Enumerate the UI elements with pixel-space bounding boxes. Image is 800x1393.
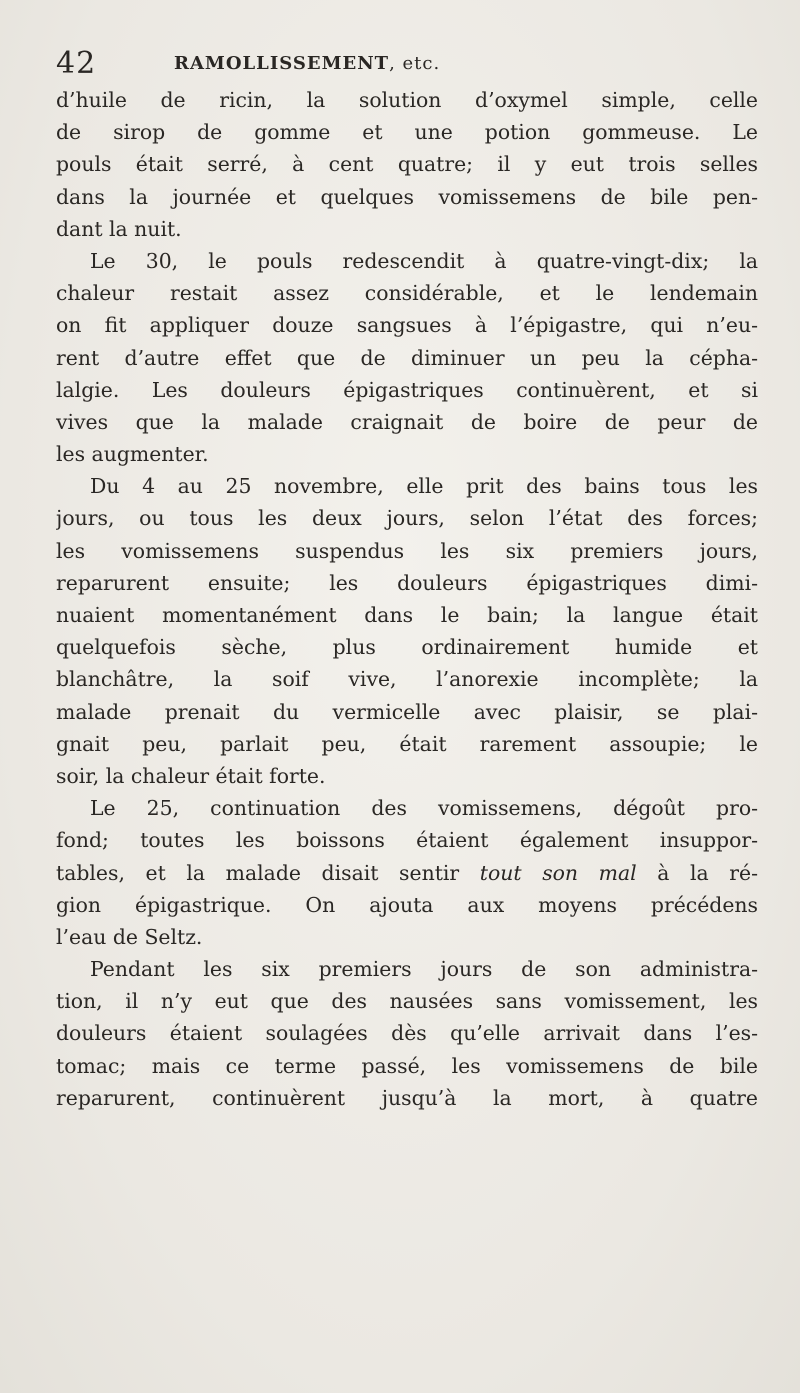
text-line: vives que la malade craignait de boire de peur de	[56, 409, 758, 434]
text-line: nuaient momentanément dans le bain; la langue était	[56, 603, 758, 627]
text-line: gion épigastrique. On ajouta aux moyens précédens	[56, 892, 758, 917]
running-head-suffix: , etc.	[389, 53, 441, 74]
running-head-title: RAMOLLISSEMENT	[174, 53, 390, 74]
text-line: gnait peu, parlait peu, était rarement assoupie; le	[56, 731, 758, 756]
text-line: reparurent, continuèrent jusqu’à la mort, à quatre	[56, 1085, 758, 1110]
text-line: les augmenter.	[56, 442, 209, 467]
text-line: soir, la chaleur était forte.	[56, 763, 326, 788]
text-line: quelquefois sèche, plus ordinairement humide et	[56, 635, 758, 660]
text-line: l’eau de Seltz.	[56, 924, 203, 949]
text-line: pouls était serré, à cent quatre; il y eut trois selles	[56, 152, 758, 177]
text-line: lalgie. Les douleurs épigastriques continuèrent, et si	[56, 377, 758, 402]
text-line: Le 25, continuation des vomissemens, dégoût pro-	[90, 796, 758, 821]
page-number: 42	[56, 46, 97, 81]
text-line: Le 30, le pouls redescendit à quatre-vingt-dix; la	[90, 248, 758, 273]
text-line: dant la nuit.	[56, 216, 182, 241]
text-line: malade prenait du vermicelle avec plaisir, se plai-	[56, 699, 758, 724]
text-line: jours, ou tous les deux jours, selon l’état des forces;	[56, 506, 758, 531]
text-line: blanchâtre, la soif vive, l’anorexie incomplète; la	[56, 667, 758, 692]
text-line: dans la journée et quelques vomissemens de bile pen-	[56, 184, 758, 209]
text-line: fond; toutes les boissons étaient également insuppor-	[56, 828, 758, 853]
text-line: Pendant les six premiers jours de son administra-	[90, 957, 758, 982]
text-line-segment: à la ré-	[636, 860, 758, 885]
page-header	[56, 44, 758, 84]
text-line: d’huile de ricin, la solution d’oxymel simple, celle	[56, 88, 758, 112]
running-head	[174, 48, 440, 80]
text-line: reparurent ensuite; les douleurs épigastriques dimi-	[56, 570, 758, 595]
text-line: tion, il n’y eut que des nausées sans vomissement, les	[56, 989, 758, 1014]
text-line: chaleur restait assez considérable, et le lendemain	[56, 281, 758, 306]
text-line: rent d’autre effet que de diminuer un peu la cépha-	[56, 345, 758, 370]
text-line: les vomissemens suspendus les six premiers jours,	[56, 538, 758, 563]
body-text	[56, 84, 758, 1114]
text-line: de sirop de gomme et une potion gommeuse. Le	[56, 120, 758, 145]
text-line-segment: tables, et la malade disait sentir	[56, 860, 460, 885]
text-line: douleurs étaient soulagées dès qu’elle arrivait dans l’es-	[56, 1021, 758, 1046]
text-line: Du 4 au 25 novembre, elle prit des bains tous les	[90, 474, 758, 499]
text-line: on fit appliquer douze sangsues à l’épigastre, qui n’eu-	[56, 313, 758, 338]
emphasis-text: tout son mal	[479, 860, 637, 885]
text-line: tomac; mais ce terme passé, les vomissemens de bile	[56, 1053, 758, 1078]
text-line	[56, 857, 758, 889]
